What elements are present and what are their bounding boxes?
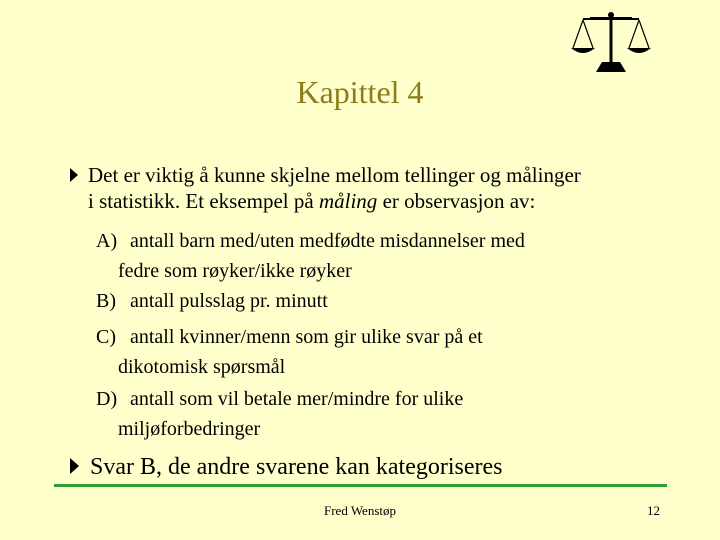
bullet-arrow-icon	[70, 458, 79, 474]
option-a-line-1: antall barn med/uten medfødte misdannelser med	[130, 230, 525, 252]
bullet-2	[70, 452, 670, 482]
bullet-arrow-icon	[70, 168, 78, 182]
option-c-letter: C)	[96, 326, 116, 348]
option-c	[96, 322, 656, 382]
option-d-letter: D)	[96, 388, 118, 410]
footer-author: Fred Wenstøp	[323, 503, 396, 518]
option-b	[96, 286, 656, 316]
option-a-letter: A)	[96, 230, 118, 252]
option-d	[96, 384, 656, 444]
option-d-line-1: antall som vil betale mer/mindre for ulike	[130, 388, 464, 410]
bullet-2-text: Svar B, de andre svarene kan kategoriseres	[90, 454, 503, 480]
bullet-1-line-1: Det er viktig å kunne skjelne mellom tellinger og målinger	[88, 163, 581, 187]
option-a-line-2: fedre som røyker/ikke røyker	[118, 260, 352, 282]
bullet-1-line-2-post: er observasjon av:	[377, 189, 536, 213]
bullet-1-emphasis: måling	[318, 189, 378, 213]
slide-title: Kapittel 4	[296, 74, 424, 110]
bullet-1-line-2	[70, 188, 670, 214]
bullet-1-line-2-pre: i statistikk. Et eksempel på	[88, 189, 319, 213]
page-number: 12	[647, 503, 660, 518]
bullet-1	[70, 162, 670, 214]
option-b-line-1: antall pulsslag pr. minutt	[130, 290, 328, 312]
option-c-line-1: antall kvinner/menn som gir ulike svar på et	[130, 326, 483, 348]
option-d-line-2: miljøforbedringer	[118, 418, 261, 440]
footer-divider	[54, 484, 667, 487]
scales-of-justice-icon	[568, 10, 654, 76]
option-b-letter: B)	[96, 290, 116, 312]
option-a	[96, 226, 656, 286]
option-c-line-2: dikotomisk spørsmål	[118, 356, 286, 378]
